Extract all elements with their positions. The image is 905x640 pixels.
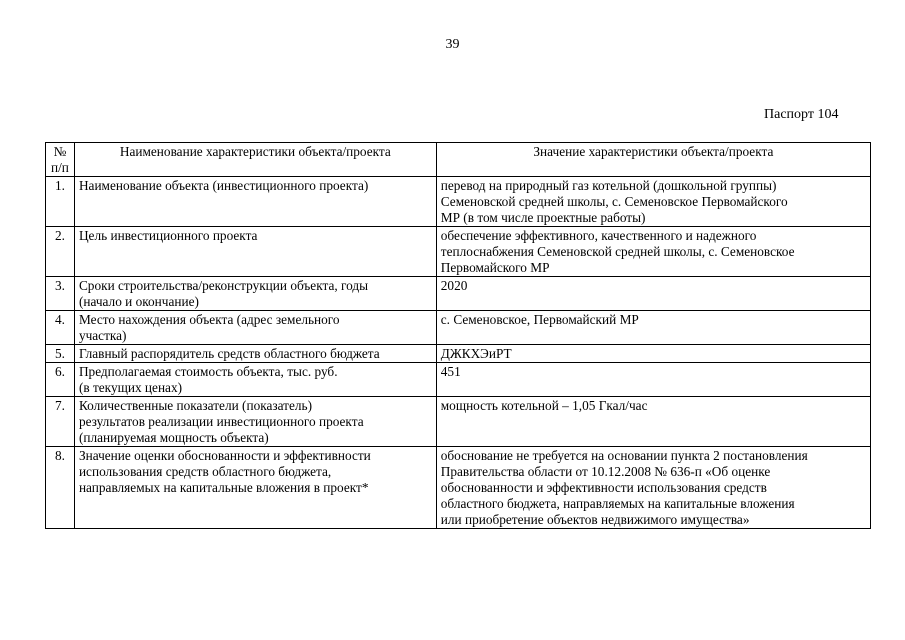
table-row: [46, 345, 871, 363]
table-row: [46, 447, 871, 529]
row-number: 6.: [46, 363, 75, 397]
table-header-row: [46, 143, 871, 177]
table-row: [46, 363, 871, 397]
table-row: [46, 227, 871, 277]
passport-label: Паспорт 104: [764, 107, 839, 122]
row-characteristic-value: 451: [436, 363, 870, 397]
header-num: № п/п: [46, 143, 75, 177]
row-number: 5.: [46, 345, 75, 363]
row-characteristic-name: Предполагаемая стоимость объекта, тыс. руб. (в текущих ценах): [74, 363, 436, 397]
header-name: Наименование характеристики объекта/проекта: [74, 143, 436, 177]
row-number: 8.: [46, 447, 75, 529]
row-number: 2.: [46, 227, 75, 277]
row-characteristic-value: мощность котельной – 1,05 Гкал/час: [436, 397, 870, 447]
page-number: 39: [445, 37, 460, 52]
table-row: [46, 397, 871, 447]
row-characteristic-value: ДЖКХЭиРТ: [436, 345, 870, 363]
row-number: 1.: [46, 177, 75, 227]
row-characteristic-value: перевод на природный газ котельной (дошкольной группы) Семеновской средней школы, с. Семеновское Первомайского МР (в том числе проектные работы): [436, 177, 870, 227]
row-characteristic-name: Наименование объекта (инвестиционного проекта): [74, 177, 436, 227]
table-row: [46, 311, 871, 345]
row-characteristic-name: Цель инвестиционного проекта: [74, 227, 436, 277]
row-characteristic-name: Место нахождения объекта (адрес земельного участка): [74, 311, 436, 345]
row-characteristic-value: 2020: [436, 277, 870, 311]
passport-table: [45, 142, 871, 529]
table-row: [46, 277, 871, 311]
row-number: 4.: [46, 311, 75, 345]
row-number: 3.: [46, 277, 75, 311]
row-characteristic-value: обеспечение эффективного, качественного и надежного теплоснабжения Семеновской средней школы, с. Семеновское Первомайского МР: [436, 227, 870, 277]
row-characteristic-value: с. Семеновское, Первомайский МР: [436, 311, 870, 345]
row-characteristic-name: Значение оценки обоснованности и эффективности использования средств областного бюджета, направляемых на капитальные вложения в проект*: [74, 447, 436, 529]
row-characteristic-name: Количественные показатели (показатель) результатов реализации инвестиционного проекта (планируемая мощность объекта): [74, 397, 436, 447]
row-number: 7.: [46, 397, 75, 447]
row-characteristic-name: Сроки строительства/реконструкции объекта, годы (начало и окончание): [74, 277, 436, 311]
header-value: Значение характеристики объекта/проекта: [436, 143, 870, 177]
row-characteristic-name: Главный распорядитель средств областного бюджета: [74, 345, 436, 363]
row-characteristic-value: обоснование не требуется на основании пункта 2 постановления Правительства области от 10.12.2008 № 636-п «Об оценке обоснованности и эффективности использования средств областного бюджета, направляемых на капитальные вложения или приобретение объектов недвижимого имущества»: [436, 447, 870, 529]
table-row: [46, 177, 871, 227]
